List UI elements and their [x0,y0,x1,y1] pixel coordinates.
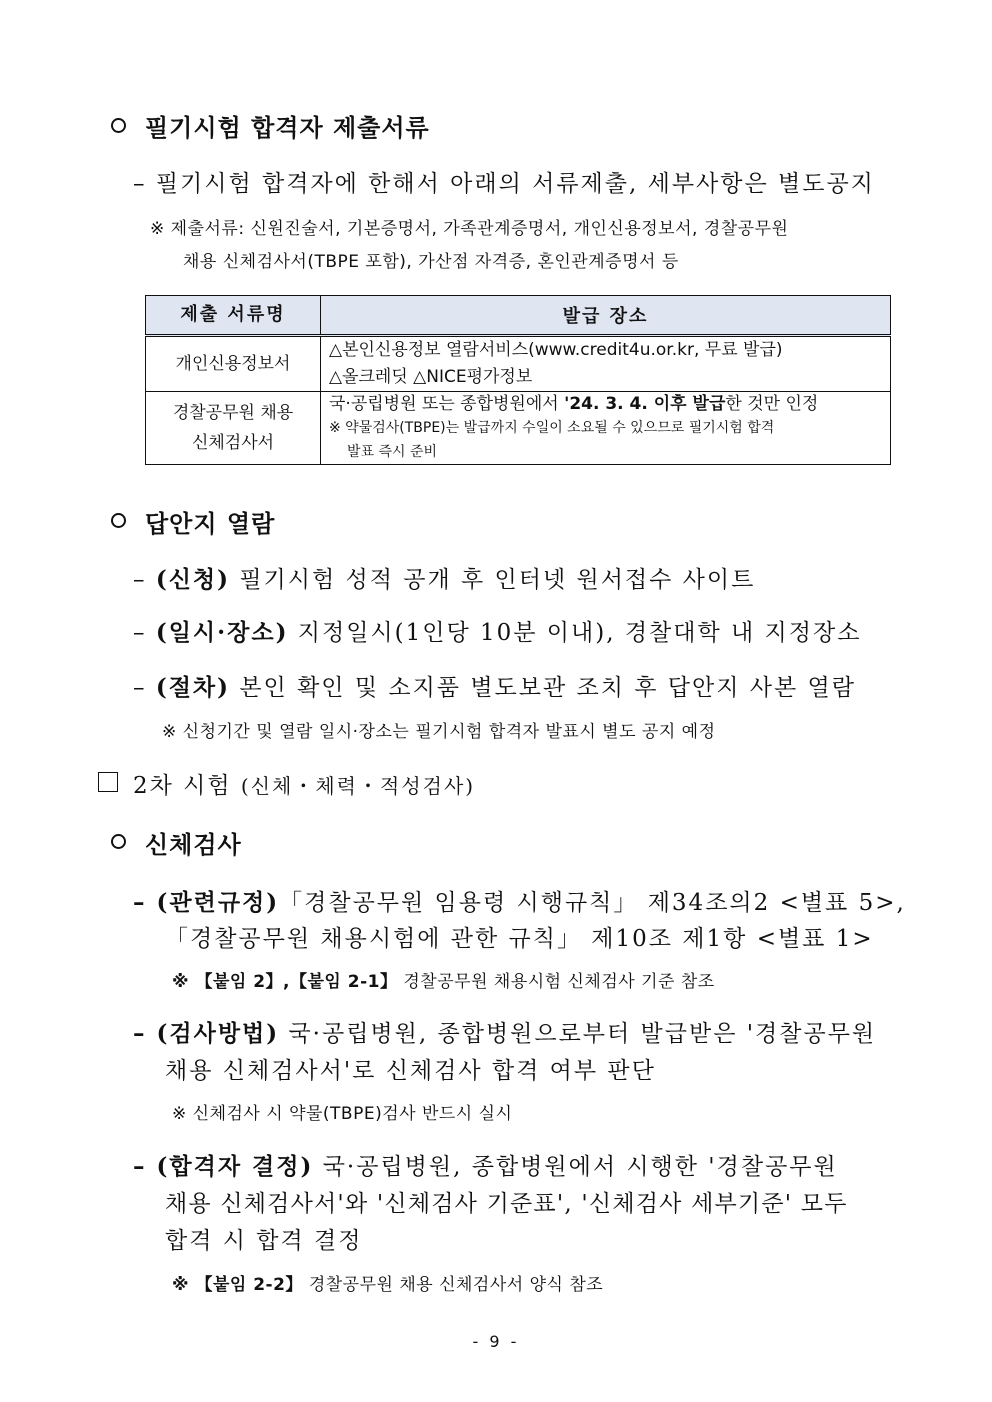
page-number: - 9 - [472,1332,520,1351]
section-bullet-circle [111,118,126,133]
note-text: 경찰공무원 채용 신체검사서 양식 참조 [302,1275,604,1295]
dash-marker: – [133,675,156,701]
table-header-doc-name: 제출 서류명 [146,296,321,336]
dash-text: 필기시험 합격자에 한해서 아래의 서류제출, 세부사항은 별도공지 [155,171,875,197]
item-label: (관련규정) [156,889,280,916]
issuer-text: 국·공립병원 또는 종합병원에서 [329,394,565,414]
second-exam-title: 2차 시험 [133,773,232,799]
note-text: 경찰공무원 채용시험 신체검사 기준 참조 [397,972,715,992]
dash-item-regulations [133,884,906,917]
second-exam-subtitle: (신체・체력・적성검사) [240,774,476,798]
pass-decision-line3: 합격 시 합격 결정 [165,1228,363,1254]
item-label: (절차) [155,674,231,701]
dash-item-pass-decision [133,1148,838,1181]
dash-item-documents [133,165,875,198]
table-row [146,392,891,465]
item-text: 지정일시(1인당 10분 이내), 경찰대학 내 지정장소 [288,620,862,646]
note-pass-decision [172,1270,603,1295]
method-line2: 채용 신체검사서'로 신체검사 합격 여부 판단 [165,1058,656,1084]
note-regulations [172,967,715,992]
item-label: (신청) [155,566,231,593]
table-cell-doc-name [146,392,321,465]
dash-marker: – [133,889,157,916]
dash-marker: – [133,1020,157,1047]
issuer-emphasis: '24. 3. 4. 이후 발급 [564,394,726,414]
regulations-line2: 「경찰공무원 채용시험에 관한 규칙」 제10조 제1항 <별표 1> [165,926,874,952]
table-header-row [146,296,891,336]
item-text: 국·공립병원, 종합병원으로부터 발급받은 '경찰공무원 [279,1021,877,1047]
section-title-documents: 필기시험 합격자 제출서류 [145,114,430,142]
table-cell-issuer [321,336,891,392]
documents-table [145,295,891,465]
item-text: 「경찰공무원 임용령 시행규칙」 제34조의2 <별표 5>, [279,890,906,916]
dash-item-datetime-place [133,614,861,647]
dash-marker: – [133,1153,157,1180]
section-title-physical-exam: 신체검사 [145,831,242,859]
section-title-answer-sheet: 답안지 열람 [145,510,276,538]
note-answer-sheet: ※ 신청기간 및 열람 일시·장소는 필기시험 합격자 발표시 별도 공지 예정 [162,722,716,742]
section-bullet-circle [111,834,126,849]
item-label: (일시·장소) [155,619,289,646]
dash-marker: – [133,171,156,197]
doc-name-line: 신체검사서 [191,433,275,453]
note-emphasis: ※ 【붙임 2-2】 [172,1275,303,1295]
dash-item-apply [133,561,755,594]
issuer-note: 발표 즉시 준비 [347,444,438,460]
dash-marker: – [133,567,156,593]
table-cell-doc-name: 개인신용정보서 [146,336,321,392]
issuer-line [329,392,882,416]
doc-name-line: 경찰공무원 채용 [172,403,294,423]
section-bullet-circle [111,513,126,528]
item-text: 필기시험 성적 공개 후 인터넷 원서접수 사이트 [230,567,756,593]
issuer-text: 한 것만 인정 [725,394,819,414]
dash-item-method [133,1015,876,1048]
item-text: 국·공립병원, 종합병원에서 시행한 '경찰공무원 [313,1154,838,1180]
table-cell-issuer [321,392,891,465]
note-method: ※ 신체검사 시 약물(TBPE)검사 반드시 실시 [172,1104,513,1124]
item-text: 본인 확인 및 소지품 별도보관 조치 후 답안지 사본 열람 [230,675,856,701]
issuer-line: △올크레딧 △NICE평가정보 [329,367,533,387]
pass-decision-line2: 채용 신체검사서'와 '신체검사 기준표', '신체검사 세부기준' 모두 [165,1191,848,1217]
issuer-line: △본인신용정보 열람서비스(www.credit4u.or.kr, 무료 발급) [329,340,783,360]
item-label: (검사방법) [156,1020,280,1047]
dash-item-procedure [133,669,856,702]
section-bullet-square [98,772,118,792]
note-documents-line2: 채용 신체검사서(TBPE 포함), 가산점 자격증, 혼인관계증명서 등 [183,252,679,272]
note-documents-line1: ※ 제출서류: 신원진술서, 기본증명서, 가족관계증명서, 개인신용정보서, 경찰공무원 [150,219,789,239]
issuer-note: ※ 약물검사(TBPE)는 발급까지 수일이 소요될 수 있으므로 필기시험 합격 [329,420,775,436]
table-header-issuer: 발급 장소 [321,296,891,336]
table-row [146,336,891,392]
note-emphasis: ※ 【붙임 2】,【붙임 2-1】 [172,972,398,992]
item-label: (합격자 결정) [156,1153,314,1180]
dash-marker: – [133,620,156,646]
section-title-second-exam [133,767,475,800]
